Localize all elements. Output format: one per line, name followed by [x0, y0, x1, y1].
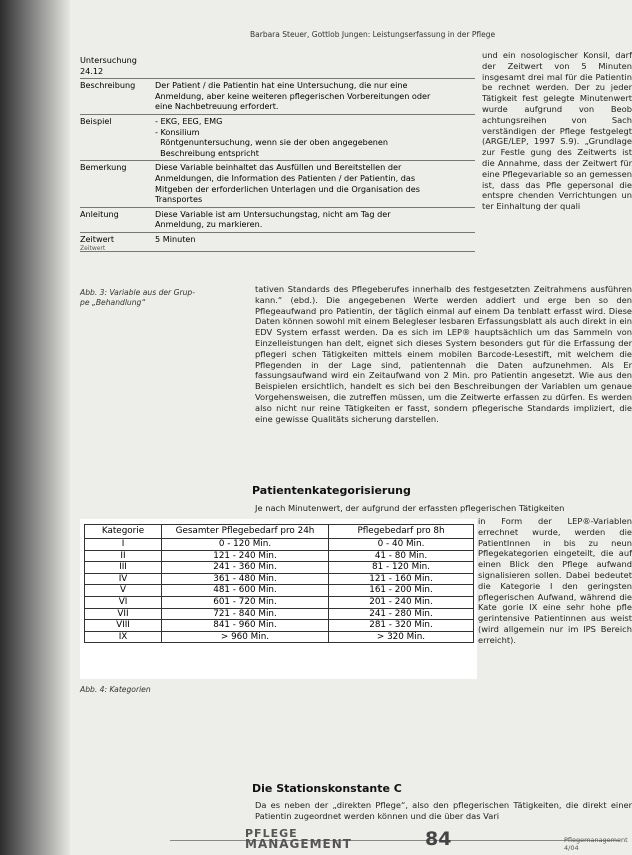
page-number: 84: [425, 828, 452, 850]
category-row: [85, 631, 474, 643]
running-header: Barbara Steuer, Gottlob Jungen: Leistungserfassung in der Pflege: [250, 30, 496, 39]
book-spine-shadow: [0, 0, 70, 855]
paragraph-intro: Je nach Minutenwert, der aufgrund der erfassten pflegerischen Tätigkeiten: [255, 503, 565, 513]
category-cell: 841 - 960 Min.: [162, 620, 329, 632]
variable-row: [80, 233, 475, 252]
variable-value-line: eine Nachbetreuung erfordert.: [155, 101, 279, 112]
variable-row: [80, 79, 475, 115]
main-body-text: tativen Standards des Pflegeberufes innerhalb des festgesetzten Zeitrahmens ausführen kann.“ (ebd.). Die angegebenen Werte werden addiert und erge ben so den Pflegeaufwand pro Patientin, der täglich einmal auf einem Da tenblatt erfasst wird. Diese Daten können sowohl mit einem Belegleser lesbaren Erfassungsblatt als auch direkt in ein EDV System erfasst werden. Da es sich im LEP® hauptsächlich um das Sammeln von Einzelleistungen han delt, eignet sich dieses System besonders gut für die Erfassung der pflegeri schen Tätigkeiten mittels einem mobilen Barcode-Lesestift, mit welchem die Pflegenden in der Lage sind, patientennah die Daten aufzunehmen. Als Er fassungsaufwand wird ein Zeitaufwand von 2 Min. pro Patientin angesetzt. Wie aus den Beispielen ersichtlich, handelt es sich bei den Beschreibungen der Variablen um genaue Vorgehensweisen, die zutreffen müssen, um die Zeitwerte erfassen zu dürfen. Es werden also nicht nur reine Tätigkeiten er fasst, sondern pflegerische Standards impliziert, die eine gewisse Qualitäts sicherung darstellen.: [255, 284, 632, 424]
category-table: [80, 519, 477, 679]
category-cell: 241 - 360 Min.: [162, 562, 329, 574]
variable-value-line: Transportes: [155, 194, 203, 205]
category-cell: II: [85, 550, 162, 562]
category-cell: 0 - 120 Min.: [162, 539, 329, 551]
category-cell: I: [85, 539, 162, 551]
category-row: [85, 573, 474, 585]
category-cell: 121 - 240 Min.: [162, 550, 329, 562]
brand-management: MANAGEMENT: [245, 837, 352, 851]
heading-patientenkategorisierung: Patientenkategorisierung: [252, 484, 411, 497]
variable-value-line: Diese Variable beinhaltet das Ausfüllen und Bereitstellen der: [155, 162, 402, 173]
category-cell: > 960 Min.: [162, 631, 329, 643]
variable-sublabel: Zeitwert: [80, 244, 106, 252]
variable-value-line: Röntgenuntersuchung, wenn sie der oben angegebenen: [155, 137, 389, 148]
variable-value-line: Beschreibung entspricht: [155, 147, 259, 158]
category-cell: 281 - 320 Min.: [329, 620, 474, 632]
header-8h: Pflegebedarf pro 8h: [329, 525, 474, 539]
variable-value: [155, 209, 475, 230]
category-cell: VI: [85, 596, 162, 608]
category-row: [85, 585, 474, 597]
variable-value: [155, 80, 475, 112]
category-cell: V: [85, 585, 162, 597]
category-cell: 361 - 480 Min.: [162, 573, 329, 585]
variable-value-line: Diese Variable ist am Untersuchungstag, nicht am Tag der: [155, 208, 391, 219]
variable-label: Beispiel: [80, 115, 112, 126]
variable-value-line: Anmeldungen, die Information des Patienten / der Patientin, das: [155, 172, 416, 183]
right-column-text: und ein nosologischer Konsil, darf der Zeitwert von 5 Minuten insgesamt drei mal für die Patientin be rechnet werden. Der zu jeder Tätigkeit fest gelegte Minutenwert wurde aufgrund von Beob achtungsreihen von Sach verständigen der Pflege festgelegt (ARGE/LEP, 1997 S.9). „Grundlage zur Festle gung des Zeitwerts ist die Annahme, dass der Zeitwert für eine Pflegevariable so an gemessen ist, dass das Pfle gepersonal die entspre chenden Verrichtungen un ter Einhaltung der quali: [482, 50, 632, 212]
category-cell: III: [85, 562, 162, 574]
variable-label: Beschreibung: [80, 80, 136, 91]
category-cell: 161 - 200 Min.: [329, 585, 474, 597]
variable-label: Anleitung: [80, 208, 119, 219]
caption-categories: Abb. 4: Kategorien: [80, 685, 151, 694]
category-cell: IV: [85, 573, 162, 585]
category-row: [85, 550, 474, 562]
variable-value-line: Anmeldung, aber keine weiteren pflegerischen Vorbereitungen oder: [155, 90, 431, 101]
variable-value: [155, 162, 475, 204]
footer-rule: [170, 840, 620, 841]
issue-label: Pflegemanagement 4/04: [564, 836, 628, 852]
variable-row: [80, 54, 475, 79]
variable-row: [80, 115, 475, 161]
category-row: [85, 608, 474, 620]
variable-label: Bemerkung: [80, 162, 127, 173]
category-row: [85, 620, 474, 632]
variable-label: Zeitwert: [80, 233, 115, 244]
category-cell: 241 - 280 Min.: [329, 608, 474, 620]
category-cell: 601 - 720 Min.: [162, 596, 329, 608]
header-gesamt: Gesamter Pflegebedarf pro 24h: [162, 525, 329, 539]
category-cell: 0 - 40 Min.: [329, 539, 474, 551]
variable-label: Untersuchung 24.12: [80, 55, 137, 76]
category-cell: 201 - 240 Min.: [329, 596, 474, 608]
category-cell: 81 - 120 Min.: [329, 562, 474, 574]
variable-table: [80, 54, 475, 252]
category-row: [85, 596, 474, 608]
category-cell: VIII: [85, 620, 162, 632]
variable-value-line: Anmeldung, zu markieren.: [155, 219, 263, 230]
header-kategorie: Kategorie: [85, 525, 162, 539]
variable-value: [155, 234, 475, 245]
variable-value: [155, 55, 475, 76]
category-cell: 41 - 80 Min.: [329, 550, 474, 562]
category-cell: 481 - 600 Min.: [162, 585, 329, 597]
category-cell: 121 - 160 Min.: [329, 573, 474, 585]
variable-value-line: - EKG, EEG, EMG: [155, 115, 223, 126]
variable-row: [80, 208, 475, 233]
variable-value-line: Mitgeben der erforderlichen Unterlagen und die Organisation des: [155, 183, 420, 194]
category-row: [85, 562, 474, 574]
caption-variable: Abb. 3: Variable aus der Grup- pe „Behandlung“: [80, 288, 195, 307]
heading-stationskonstante: Die Stationskonstante C: [252, 782, 402, 795]
page-footer: [70, 826, 632, 855]
category-cell: VII: [85, 608, 162, 620]
variable-value-line: - Konsilium: [155, 126, 200, 137]
brand-pflege: PFLEGE: [245, 827, 298, 840]
paragraph-stationskonstante: Da es neben der „direkten Pflege“, also den pflegerischen Tätigkeiten, die direkt einer Patientin zugeordnet werden können und die über das Vari: [255, 800, 632, 821]
variable-value-line: 5 Minuten: [155, 233, 196, 244]
category-cell: 721 - 840 Min.: [162, 608, 329, 620]
category-row: [85, 539, 474, 551]
category-cell: IX: [85, 631, 162, 643]
variable-value: [155, 116, 475, 158]
right-column-categories-text: in Form der LEP®-Variablen errechnet wurde, werden die PatientInnen in bis zu neun Pflegekategorien eingeteilt, die auf einen Blick den Pflege aufwand signalisieren sollen. Dabei bedeutet die Kategorie I den geringsten pflegerischen Aufwand, während die Kate gorie IX eine sehr hohe pfle gerintensive Patientinnen aus weist (wird allgemein nur im IPS Bereich erreicht).: [478, 516, 632, 645]
variable-value-line: Der Patient / die Patientin hat eine Untersuchung, die nur eine: [155, 80, 408, 91]
category-cell: > 320 Min.: [329, 631, 474, 643]
variable-row: [80, 161, 475, 207]
